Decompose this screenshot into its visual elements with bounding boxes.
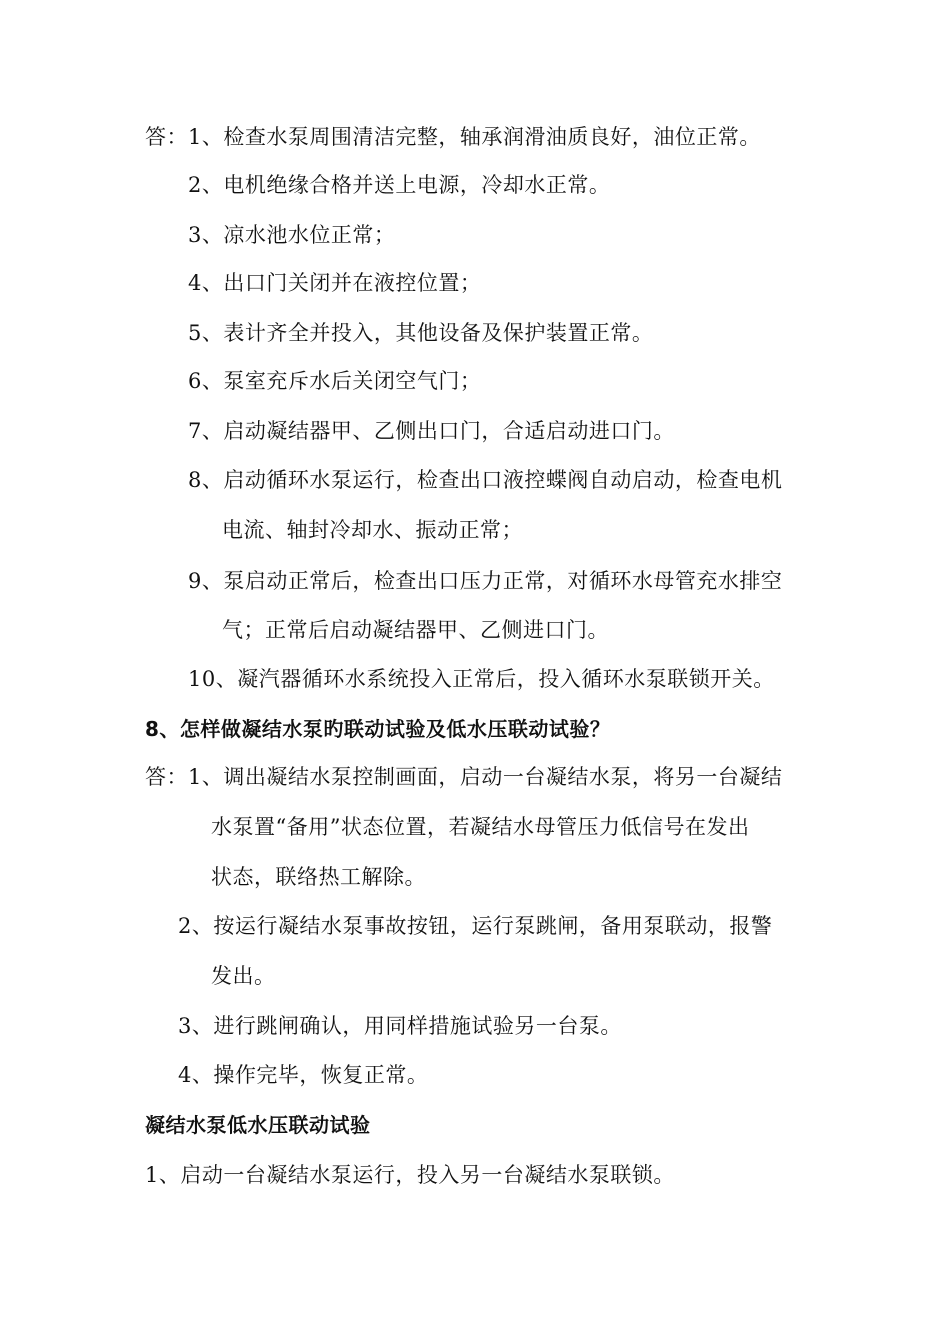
answer1-line-10: 10、凝汽器循环水系统投入正常后，投入循环水泵联锁开关。 xyxy=(188,667,775,691)
answer1-line-8a: 8、启动循环水泵运行，检查出口液控蝶阀自动启动，检查电机 xyxy=(188,468,783,492)
answer1-line-7: 7、启动凝结器甲、乙侧出口门，合适启动进口门。 xyxy=(188,419,675,443)
answer8-line-1c: 状态，联络热工解除。 xyxy=(211,865,426,889)
answer1-line-2: 2、电机绝缘合格并送上电源，冷却水正常。 xyxy=(188,173,611,197)
section-item-1: 1、启动一台凝结水泵运行，投入另一台凝结水泵联锁。 xyxy=(145,1163,675,1187)
answer1-line-4: 4、出口门关闭并在液控位置； xyxy=(188,271,482,295)
answer1-line-8b: 电流、轴封冷却水、振动正常； xyxy=(222,518,523,542)
answer8-line-1a: 答：1、调出凝结水泵控制画面，启动一台凝结水泵，将另一台凝结 xyxy=(145,765,783,789)
answer8-line-2b: 发出。 xyxy=(211,964,276,988)
answer1-line-3: 3、凉水池水位正常； xyxy=(188,223,396,247)
answer1-line-9b: 气；正常后启动凝结器甲、乙侧进口门。 xyxy=(222,618,609,642)
answer8-line-3: 3、进行跳闸确认，用同样措施试验另一台泵。 xyxy=(178,1014,622,1038)
answer1-line-1: 答：1、检查水泵周围清洁完整，轴承润滑油质良好，油位正常。 xyxy=(145,125,761,149)
answer8-line-2a: 2、按运行凝结水泵事故按钮，运行泵跳闸，备用泵联动，报警 xyxy=(178,914,773,938)
section-title: 凝结水泵低水压联动试验 xyxy=(145,1113,371,1137)
answer1-line-5: 5、表计齐全并投入，其他设备及保护装置正常。 xyxy=(188,321,654,345)
answer1-line-6: 6、泵室充斥水后关闭空气门； xyxy=(188,369,482,393)
question-8-heading: 8、怎样做凝结水泵旳联动试验及低水压联动试验？ xyxy=(145,717,611,741)
answer8-line-4: 4、操作完毕，恢复正常。 xyxy=(178,1063,429,1087)
answer1-line-9a: 9、泵启动正常后，检查出口压力正常，对循环水母管充水排空 xyxy=(188,569,783,593)
answer8-line-1b: 水泵置“备用”状态位置，若凝结水母管压力低信号在发出 xyxy=(211,815,750,839)
